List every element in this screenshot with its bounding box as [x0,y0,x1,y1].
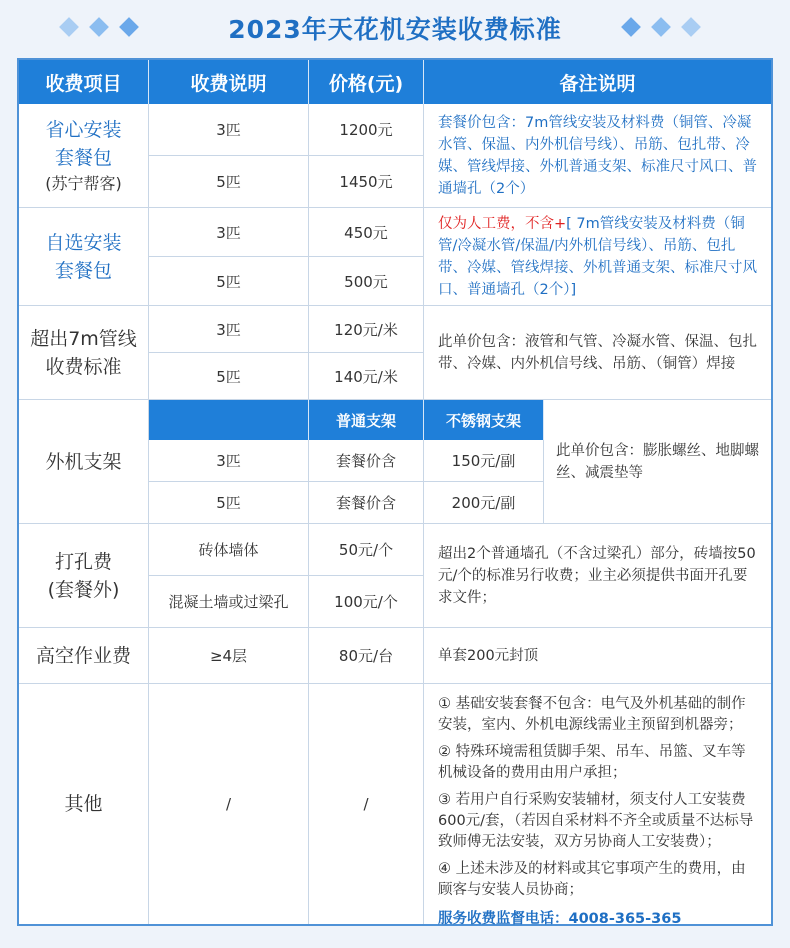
row3-a-price: 120元/米 [309,306,424,353]
row3-a-desc: 3匹 [149,306,309,353]
row1-item [19,104,149,208]
row2-note-red: 仅为人工费，不含+ [438,215,567,232]
row2-note-blue: [ 7m管线安装及材料费（铜管/冷凝水管/保温/内外机信号线）、吊筋、包扎带、冷媒、管线焊接、外机普通支架、标准尺寸风口、普通墙孔（2个）] [438,215,757,298]
row5-note: 超出2个普通墙孔（不含过梁孔）部分，砖墙按50元/个的标准另行收费；业主必须提供书面开孔要求文件； [424,524,771,628]
row6-desc: ≥4层 [149,628,309,684]
row6-item: 高空作业费 [19,628,149,684]
row3-b-price: 140元/米 [309,353,424,400]
row7-price: / [309,684,424,924]
row4-b-standard: 套餐价含 [309,482,424,524]
row4-note: 此单价包含：膨胀螺丝、地脚螺丝、减震垫等 [544,400,771,524]
row7-desc: / [149,684,309,924]
row7-note-2: ② 特殊环境需租赁脚手架、吊车、吊篮、叉车等机械设备的费用由用户承担； [438,744,746,781]
row1-item-line2: 套餐包 [54,146,112,169]
row4-b-stainless: 200元/副 [424,482,544,524]
row5-item-line2: (套餐外) [47,578,120,601]
row4-subheader-stainless: 不锈钢支架 [424,400,544,440]
row2-b-desc: 5匹 [149,257,309,306]
row2-a-price: 450元 [309,208,424,257]
row7-item: 其他 [19,684,149,924]
row2-note [424,208,771,306]
row2-item-line1: 自选安装 [45,231,122,254]
row1-b-price: 1450元 [309,156,424,208]
row1-a-price: 1200元 [309,104,424,156]
hotline-text: 服务收费监督电话：4008-365-365 [438,911,682,927]
row4-b-desc: 5匹 [149,482,309,524]
row1-b-desc: 5匹 [149,156,309,208]
row2-a-desc: 3匹 [149,208,309,257]
price-table [17,58,773,926]
row1-a-desc: 3匹 [149,104,309,156]
row4-item-line1: 外机支架 [45,450,122,473]
row4-a-stainless: 150元/副 [424,440,544,482]
row4-a-standard: 套餐价含 [309,440,424,482]
header-item: 收费项目 [19,60,149,104]
header-price: 价格(元) [309,60,424,104]
row6-price: 80元/台 [309,628,424,684]
row2-b-price: 500元 [309,257,424,306]
row4-a-desc: 3匹 [149,440,309,482]
row7-note-4: ④ 上述未涉及的材料或其它事项产生的费用，由顾客与安装人员协商； [438,861,746,898]
row3-note: 此单价包含：液管和气管、冷凝水管、保温、包扎带、冷媒、内外机信号线、吊筋、（铜管）焊接 [424,306,771,400]
header [0,0,790,56]
row3-b-desc: 5匹 [149,353,309,400]
row1-item-line3: (苏宁帮客) [45,173,122,193]
row5-a-price: 50元/个 [309,524,424,576]
row4-subheader-blank [149,400,309,440]
row3-item-line1: 超出7m管线 [30,327,137,350]
header-note: 备注说明 [424,60,771,104]
row4-item [19,400,149,524]
row3-item [19,306,149,400]
row5-item [19,524,149,628]
row7-notes [424,684,771,927]
row4-subheader-standard: 普通支架 [309,400,424,440]
header-desc: 收费说明 [149,60,309,104]
row6-note: 单套200元封顶 [424,628,771,684]
row5-item-line1: 打孔费 [54,550,112,573]
row1-note: 套餐价包含：7m管线安装及材料费（铜管、冷凝水管、保温、内外机信号线）、吊筋、包扎带、冷媒、管线焊接、外机普通支架、标准尺寸风口、普通墙孔（2个） [424,104,771,208]
row3-item-line2: 收费标准 [45,355,122,378]
row7-note-1: ① 基础安装套餐不包含：电气及外机基础的制作安装，室内、外机电源线需业主预留到机器旁； [438,696,746,733]
row2-item-line2: 套餐包 [54,259,112,282]
row5-a-desc: 砖体墙体 [149,524,309,576]
row2-item [19,208,149,306]
row5-b-price: 100元/个 [309,576,424,628]
page-title: 2023年天花机安装收费标准 [228,15,562,44]
row5-b-desc: 混凝土墙或过梁孔 [149,576,309,628]
row7-note-3: ③ 若用户自行采购安装辅材，须支付人工安装费600元/套，（若因自采材料不齐全或质量不达标导致师傅无法安装，双方另协商人工安装费）； [438,792,754,850]
row1-item-line1: 省心安装 [45,118,122,141]
